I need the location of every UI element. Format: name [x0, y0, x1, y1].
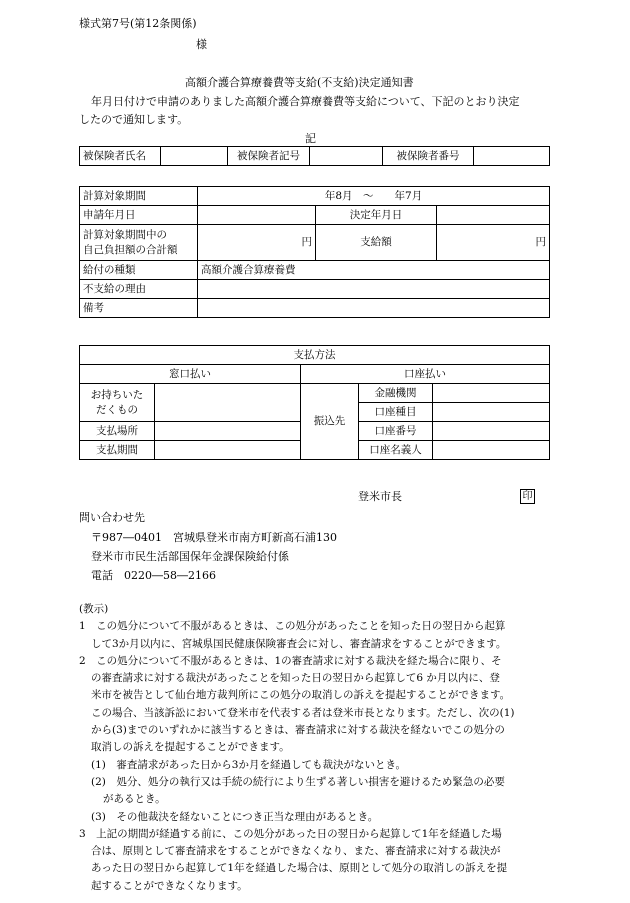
note-line: して3か月以内に、宮城県国民健康保険審査会に対し、審査請求をすることができます。 [91, 637, 507, 650]
items-label-line1: お持ちいた [90, 389, 144, 402]
decision-date-label: 決定年月日 [316, 206, 437, 225]
note-line: (3) その他裁決を経ないことにつき正当な理由があるとき。 [91, 810, 379, 823]
non-payment-reason-label: 不支給の理由 [80, 280, 198, 299]
account-payment-label: 口座払い [301, 365, 550, 384]
items-to-bring-label [80, 384, 155, 422]
note-line: 2 この処分について不服があるときは、1の審査請求に対する裁決を経た場合に限り、そ [79, 654, 502, 667]
note-line: (1) 審査請求があった日から3か月を経過しても裁決がないとき。 [91, 758, 407, 771]
copay-label-line1: 計算対象期間中の [83, 229, 167, 242]
bank-label: 金融機関 [359, 384, 433, 403]
insured-symbol-value [310, 147, 383, 166]
transfer-destination-label: 振込先 [301, 384, 359, 460]
seal-icon: 印 [520, 489, 535, 504]
account-holder-value [433, 441, 550, 460]
note-line: 起することができなくなります。 [91, 879, 248, 892]
insured-number-label: 被保険者番号 [383, 147, 474, 166]
account-type-label: 口座種目 [359, 403, 433, 422]
insured-number-value [474, 147, 550, 166]
payment-table [79, 345, 550, 460]
intro-text-line1: 年月日付けで申請のありました高額介護合算療養費等支給について、下記のとおり決定 [91, 95, 520, 108]
note-line: の審査請求に対する裁決があったことを知った日の翌日から起算して6 か月以内に、登 [91, 672, 500, 685]
apply-date-label: 申請年月日 [80, 206, 198, 225]
items-label-line2: だくもの [96, 403, 138, 416]
account-number-label: 口座番号 [359, 422, 433, 441]
note-line: から(3)までのいずれかに該当するときは、審査請求に対する裁決を経ないでこの処分の [91, 724, 505, 737]
account-holder-label: 口座名義人 [359, 441, 433, 460]
payment-amount-yen: 円 [437, 225, 550, 261]
period-label: 計算対象期間 [80, 187, 198, 206]
insured-symbol-label: 被保険者記号 [228, 147, 310, 166]
copay-total-yen: 円 [198, 225, 316, 261]
note-line: 取消しの訴えを提起することができます。 [91, 741, 290, 754]
contact-heading: 問い合わせ先 [79, 511, 145, 524]
note-line: (2) 処分、処分の執行又は手続の続行により生ずる著しい損害を避けるため緊急の必要 [91, 775, 505, 788]
account-type-value [433, 403, 550, 422]
non-payment-reason-value [198, 280, 550, 299]
payment-period-value [155, 441, 301, 460]
benefit-type-value: 高額介護合算療養費 [198, 261, 550, 280]
payment-place-label: 支払場所 [80, 422, 155, 441]
payment-method-header: 支払方法 [80, 346, 550, 365]
note-line: 合は、原則として審査請求をすることができなくなり、また、審査請求に対する裁決が [91, 845, 501, 858]
contact-department: 登米市市民生活部国保年金課保険給付係 [91, 550, 289, 563]
copay-label-line2: 自己負担額の合計額 [83, 243, 178, 256]
note-line: この場合、当該訴訟において登米市を代表する者は登米市長となります。ただし、次の(1) [91, 706, 515, 719]
addressee-suffix: 様 [196, 38, 207, 51]
remarks-value [198, 299, 550, 318]
payment-period-label: 支払期間 [80, 441, 155, 460]
payment-place-value [155, 422, 301, 441]
detail-table [79, 186, 550, 318]
instructions-heading: (教示) [79, 603, 109, 615]
apply-date-value [198, 206, 316, 225]
note-line: あった日の翌日から起算して1年を経過した場合は、原則として処分の取消しの訴えを提 [91, 862, 508, 875]
instructions [79, 601, 579, 895]
payment-amount-label: 支給額 [316, 225, 437, 261]
remarks-label: 備考 [80, 299, 198, 318]
mayor-name: 登米市長 [358, 490, 402, 503]
contact-phone: 電話 0220―58―2166 [91, 569, 216, 582]
ki-label: 記 [305, 132, 316, 145]
insured-name-value [161, 147, 228, 166]
copay-total-label [80, 225, 198, 261]
insured-name-label: 被保険者氏名 [80, 147, 161, 166]
intro-text-line2: したので通知します。 [79, 113, 189, 126]
decision-date-value [437, 206, 550, 225]
benefit-type-label: 給付の種類 [80, 261, 198, 280]
document-title: 高額介護合算療養費等支給(不支給)決定通知書 [185, 76, 414, 89]
note-line: があるとき。 [103, 793, 166, 806]
bank-value [433, 384, 550, 403]
form-number: 様式第7号(第12条関係) [79, 17, 197, 30]
account-number-value [433, 422, 550, 441]
counter-payment-label: 窓口払い [80, 365, 301, 384]
note-line: 1 この処分について不服があるときは、この処分があったことを知った日の翌日から起算 [79, 620, 506, 633]
period-value: 年8月 ～ 年7月 [198, 187, 550, 206]
note-line: 米市を被告として仙台地方裁判所にこの処分の取消しの訴えを提起することができます。 [91, 689, 511, 702]
contact-address: 〒987―0401 宮城県登米市南方町新高石浦130 [91, 531, 337, 544]
note-line: 3 上記の期間が経過する前に、この処分があった日の翌日から起算して1年を経過した場 [79, 827, 502, 840]
items-to-bring-value [155, 384, 301, 422]
insured-table [79, 146, 550, 166]
